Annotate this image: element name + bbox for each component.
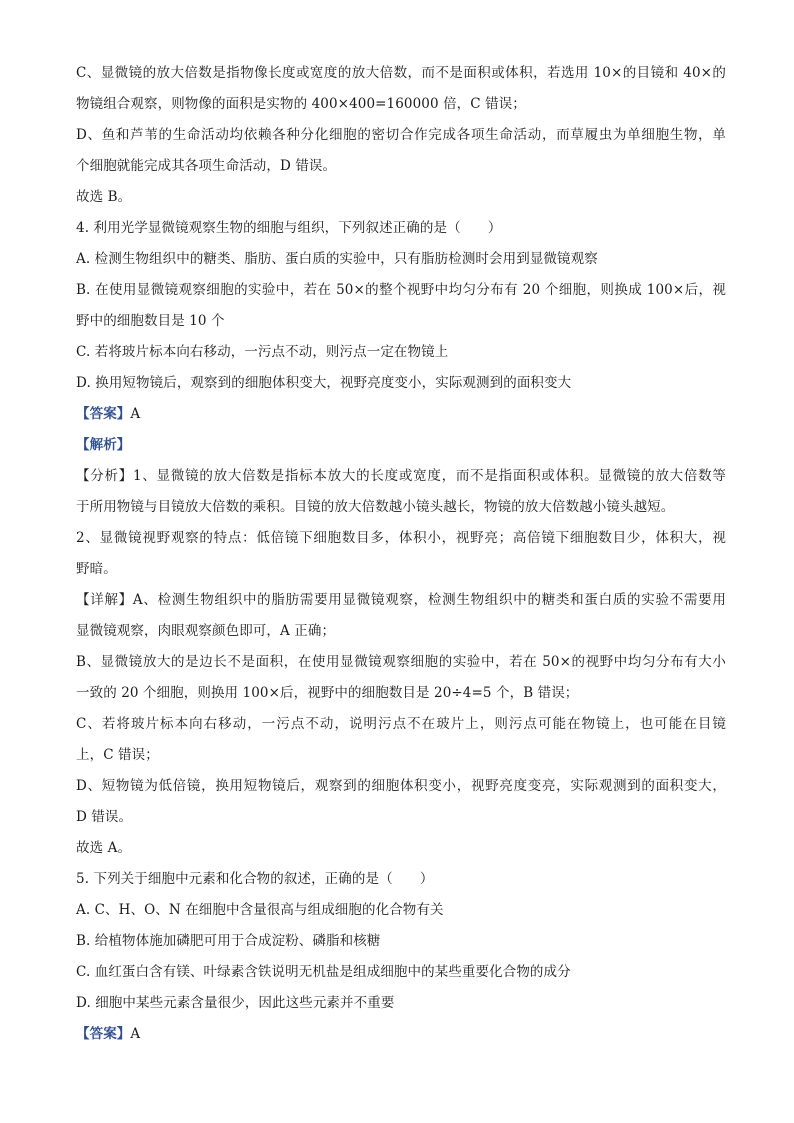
question-4-fenxi-line-4: 野暗。 xyxy=(76,561,117,577)
xiangjie-text: A、检测生物组织中的脂肪需要用显微镜观察，检测生物组织中的糖类和蛋白质的实验不需要用 xyxy=(132,592,726,608)
question-4-fenxi-line-3: 2、显微镜视野观察的特点：低倍镜下细胞数目多，体积小，视野亮；高倍镜下细胞数目少，体积大，视 xyxy=(76,530,726,546)
question-4-answer xyxy=(76,399,726,430)
question-4-xiangjie-c-line-1: C、若将玻片标本向右移动，一污点不动，说明污点不在玻片上，则污点可能在物镜上，也可能在目镜 xyxy=(76,716,726,732)
question-5-stem: 5. 下列关于细胞中元素和化合物的叙述，正确的是（ ） xyxy=(76,871,434,887)
question-4-fenxi-line-1 xyxy=(76,461,726,492)
question-4-analysis-heading xyxy=(76,430,726,461)
question-4-xiangjie-d-line-2: D 错误。 xyxy=(76,809,133,825)
question-4-option-a: A. 检测生物组织中的糖类、脂肪、蛋白质的实验中，只有脂肪检测时会用到显微镜观察 xyxy=(76,251,598,267)
answer-value: A xyxy=(130,1026,141,1042)
question-5-option-c: C. 血红蛋白含有镁、叶绿素含铁说明无机盐是组成细胞中的某些重要化合物的成分 xyxy=(76,964,571,980)
question-4-xiangjie-d-line-1: D、短物镜为低倍镜，换用短物镜后，观察到的细胞体积变小，视野亮度变亮，实际观测到的面积变大， xyxy=(76,778,726,794)
question-4-stem: 4. 利用光学显微镜观察生物的细胞与组织，下列叙述正确的是（ ） xyxy=(76,220,502,236)
question-5-option-b: B. 给植物体施加磷肥可用于合成淀粉、磷脂和核糖 xyxy=(76,933,381,949)
question-4-fenxi-line-2: 于所用物镜与目镜放大倍数的乘积。目镜的放大倍数越小镜头越长，物镜的放大倍数越小镜头越短。 xyxy=(76,499,675,515)
question-5-option-d: D. 细胞中某些元素含量很少，因此这些元素并不重要 xyxy=(76,995,395,1011)
question-4-xiangjie-b-line-1: B、显微镜放大的是边长不是面积，在使用显微镜观察细胞的实验中，若在 50×的视野中均匀分布有大小 xyxy=(76,654,726,670)
question-4-option-b-line-2: 野中的细胞数目是 10 个 xyxy=(76,313,225,329)
fenxi-text: 1、显微镜的放大倍数是指标本放大的长度或宽度，而不是指面积或体积。显微镜的放大倍数等 xyxy=(133,468,726,484)
question-4-option-d: D. 换用短物镜后，观察到的细胞体积变大，视野亮度变小，实际观测到的面积变大 xyxy=(76,375,572,391)
question-4-option-b-line-1: B. 在使用显微镜观察细胞的实验中，若在 50×的整个视野中均匀分布有 20 个细胞，则换成 100×后，视 xyxy=(76,282,726,298)
fenxi-tag: 【分析】 xyxy=(76,468,134,484)
prev-explanation-d-line-1: D、鱼和芦苇的生命活动均依赖各种分化细胞的密切合作完成各项生命活动，而草履虫为单细胞生物，单 xyxy=(76,127,726,143)
prev-conclusion: 故选 B。 xyxy=(76,189,132,205)
question-4-xiangjie-a-line-1 xyxy=(76,585,726,616)
question-4-xiangjie-b-line-2: 一致的 20 个细胞，则换用 100×后，视野中的细胞数目是 20÷4=5 个，B 错误； xyxy=(76,685,579,701)
answer-tag: 【答案】 xyxy=(76,1026,131,1042)
xiangjie-tag: 【详解】 xyxy=(76,592,133,608)
prev-explanation-c-line-1: C、显微镜的放大倍数是指物像长度或宽度的放大倍数，而不是面积或体积，若选用 10×的目镜和 40×的 xyxy=(76,65,726,81)
prev-explanation-c-line-2: 物镜组合观察，则物像的面积是实物的 400×400=160000 倍，C 错误； xyxy=(76,96,526,112)
question-4-conclusion: 故选 A。 xyxy=(76,840,132,856)
question-5-answer xyxy=(76,1019,726,1050)
analysis-tag: 【解析】 xyxy=(76,437,131,453)
answer-tag: 【答案】 xyxy=(76,406,131,422)
prev-explanation-d-line-2: 个细胞就能完成其各项生命活动，D 错误。 xyxy=(76,158,337,174)
question-4-xiangjie-c-line-2: 上，C 错误； xyxy=(76,747,159,763)
question-4-xiangjie-a-line-2: 显微镜观察，肉眼观察颜色即可，A 正确； xyxy=(76,623,336,639)
question-4-option-c: C. 若将玻片标本向右移动，一污点不动，则污点一定在物镜上 xyxy=(76,344,449,360)
answer-value: A xyxy=(130,406,141,422)
document-page xyxy=(76,58,726,1050)
question-5-option-a: A. C、H、O、N 在细胞中含量很高与组成细胞的化合物有关 xyxy=(76,902,444,918)
